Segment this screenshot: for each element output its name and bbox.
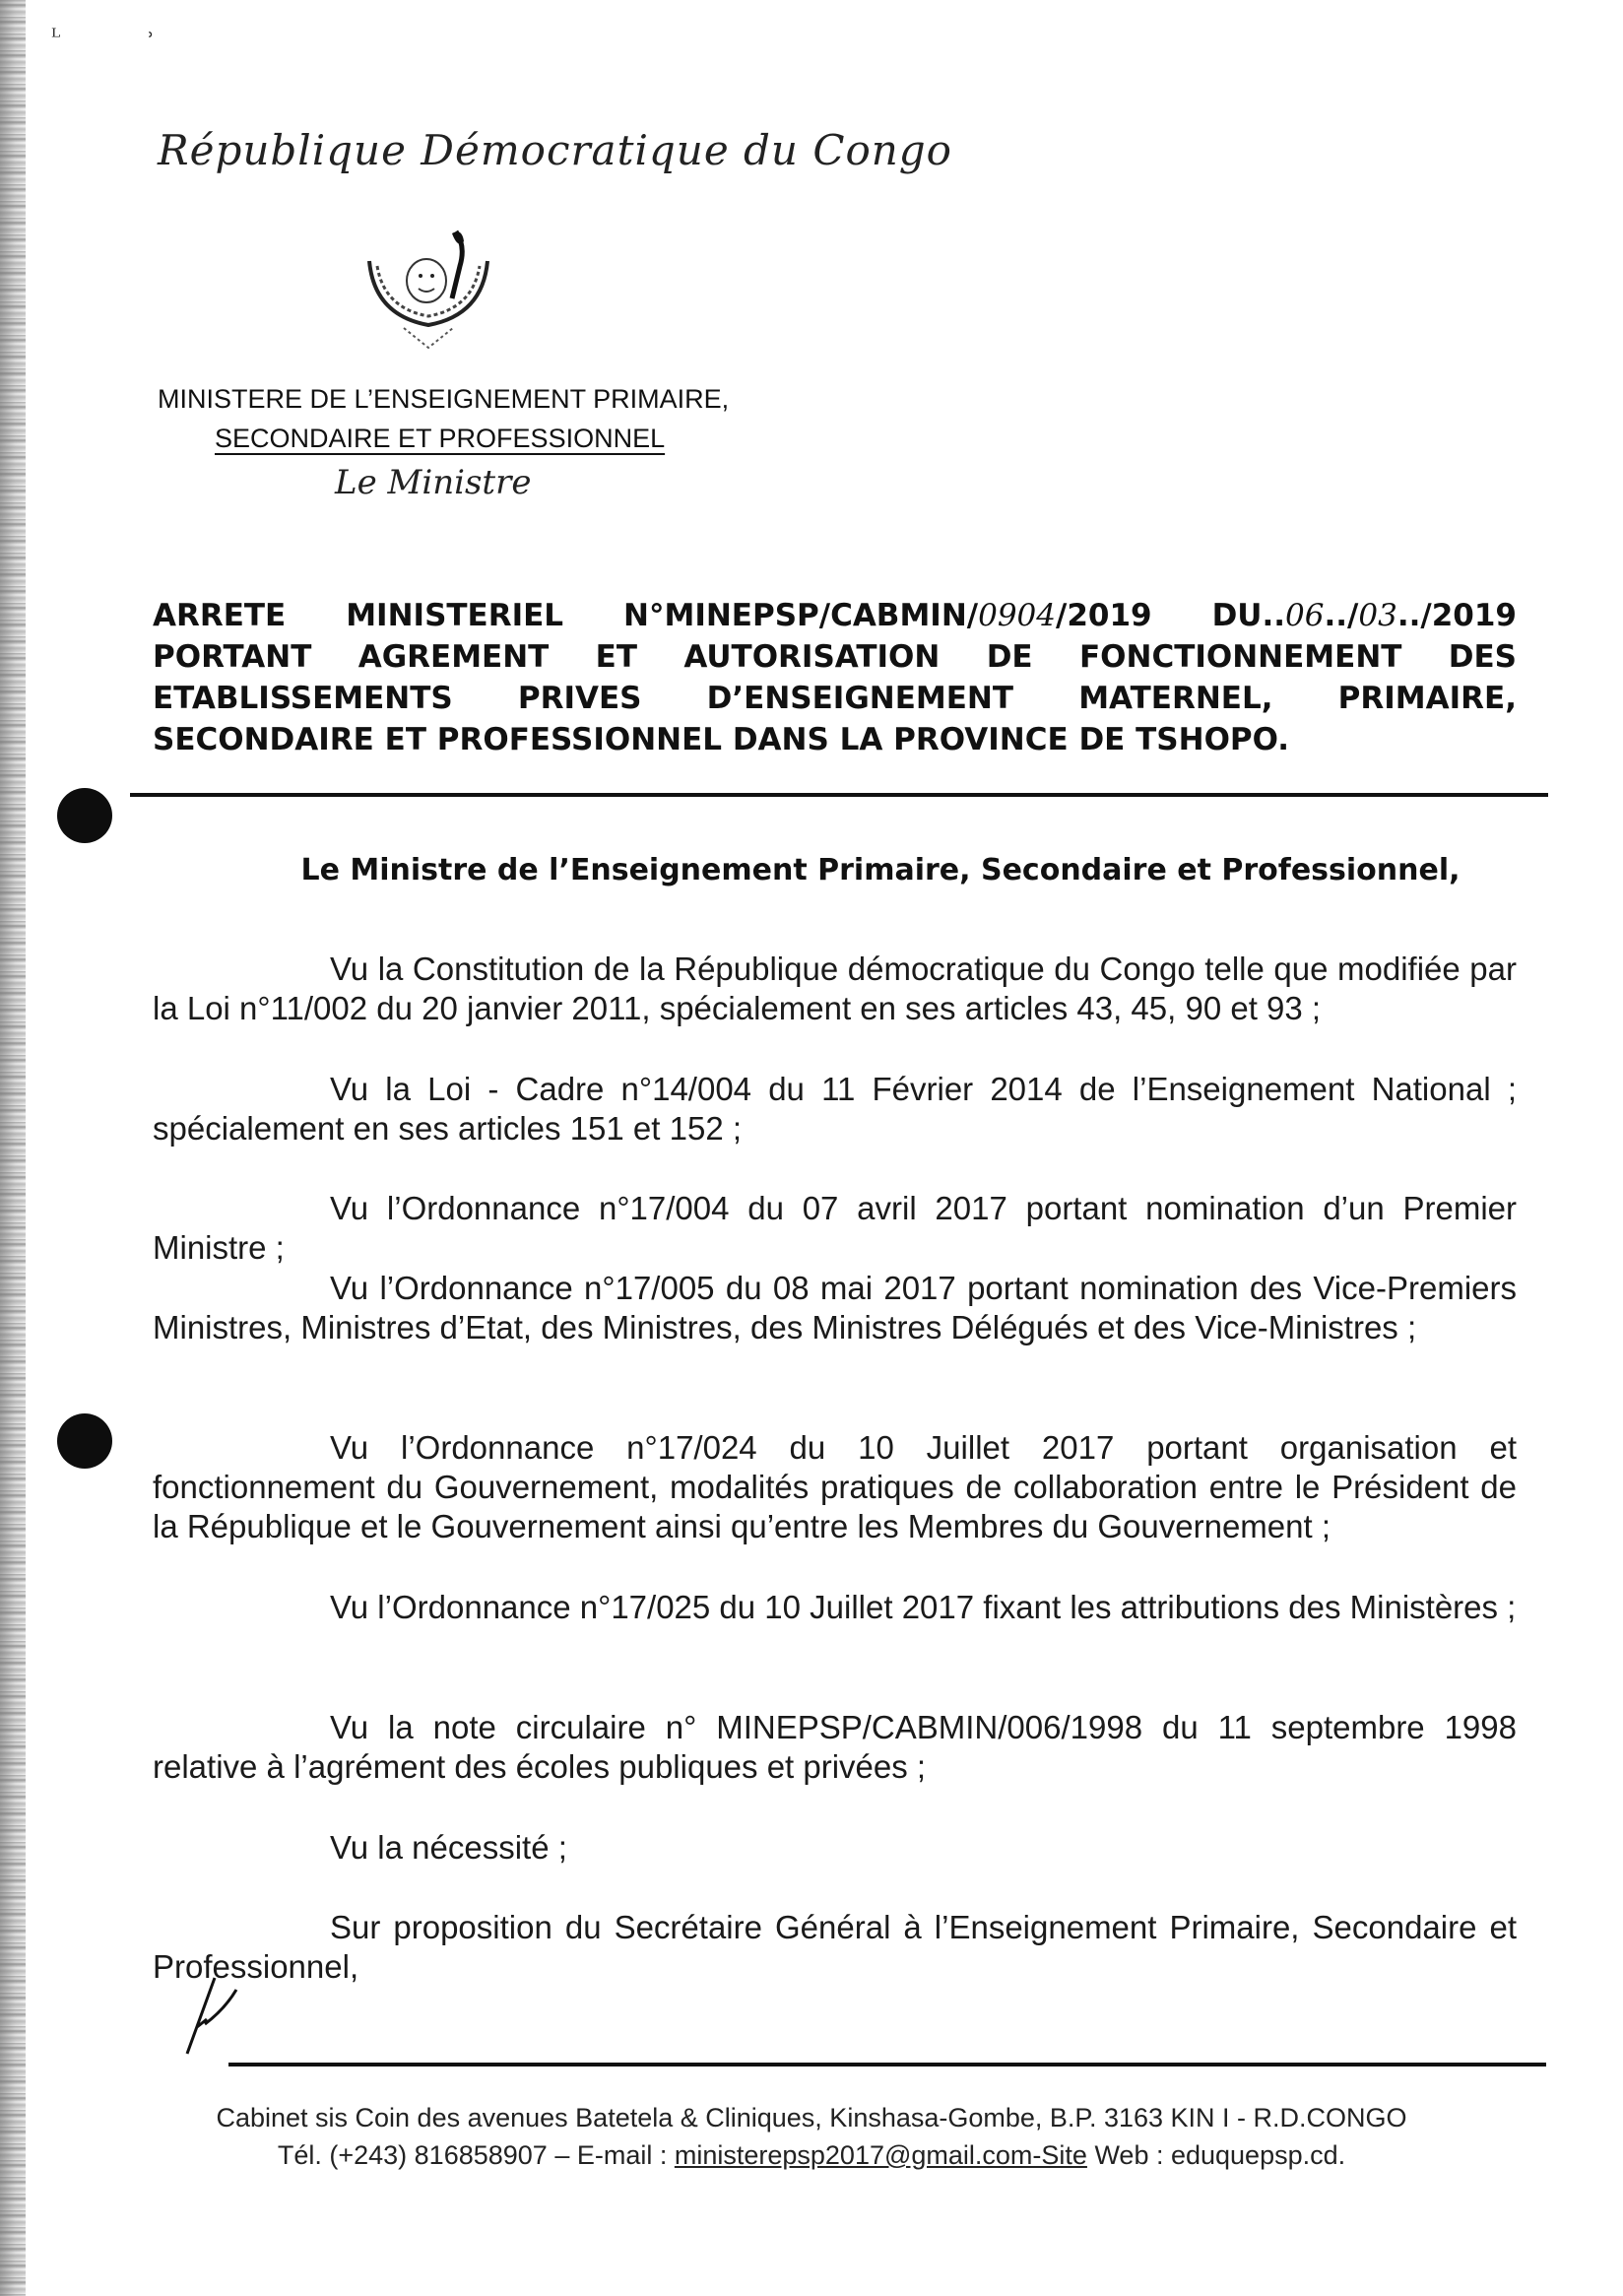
arrete-title bbox=[153, 595, 1517, 760]
arrete-line-1 bbox=[153, 595, 1517, 636]
arrete-line-4: SECONDAIRE ET PROFESSIONNEL DANS LA PROVINCE DE TSHOPO. bbox=[153, 722, 1290, 757]
arrete-word: DES bbox=[1448, 639, 1517, 675]
arrete-line-2 bbox=[153, 636, 1517, 678]
arrete-word: FONCTIONNEMENT bbox=[1078, 639, 1402, 675]
arrete-word: AGREMENT bbox=[357, 639, 550, 675]
ministry-line-2: SECONDAIRE ET PROFESSIONNEL bbox=[215, 424, 666, 453]
arrete-word: ARRETE bbox=[153, 598, 287, 633]
divider-top bbox=[130, 793, 1548, 797]
paragraph-note-circulaire: Vu la note circulaire n° MINEPSP/CABMIN/006/1998 du 11 septembre 1998 relative à l’agrément des écoles publiques et privées ; bbox=[153, 1709, 1517, 1785]
paragraph-loi-cadre: Vu la Loi - Cadre n°14/004 du 11 Février 2014 de l’Enseignement National ; spécialement en ses articles 151 et 152 ; bbox=[153, 1071, 1517, 1147]
date-sep: ../ bbox=[1324, 598, 1359, 633]
footer-address: Cabinet sis Coin des avenues Batetela & Cliniques, Kinshasa-Gombe, B.P. 3163 KIN I - R.D.CONGO bbox=[216, 2103, 1407, 2132]
arrete-word: MATERNEL, bbox=[1078, 681, 1273, 716]
footer-contact bbox=[0, 2137, 1623, 2173]
coat-of-arms-emblem bbox=[350, 222, 507, 360]
arrete-word: PORTANT bbox=[153, 639, 312, 675]
arrete-date bbox=[1212, 595, 1517, 636]
divider-bottom bbox=[228, 2063, 1546, 2066]
arrete-word: PRIVES bbox=[517, 681, 642, 716]
arrete-word: D’ENSEIGNEMENT bbox=[706, 681, 1014, 716]
ministry-block bbox=[158, 379, 729, 458]
handwritten-day: 06 bbox=[1285, 598, 1325, 633]
scan-edge-noise bbox=[0, 0, 26, 2296]
arrete-year: /2019 bbox=[1056, 598, 1152, 633]
paragraph-necessite: Vu la nécessité ; bbox=[330, 1829, 567, 1866]
date-year: ../2019 bbox=[1396, 598, 1517, 633]
arrete-word: DE bbox=[986, 639, 1033, 675]
corner-mark-left: ᴸ bbox=[51, 26, 61, 50]
footer-phone: Tél. (+243) 816858907 – E-mail : bbox=[277, 2140, 675, 2170]
initial-signature bbox=[177, 1970, 246, 2059]
republic-heading: République Démocratique du Congo bbox=[158, 126, 952, 174]
footer-email-link[interactable]: ministerepsp2017@gmail.com-Site bbox=[674, 2140, 1087, 2170]
arrete-number bbox=[623, 595, 1152, 636]
arrete-number-prefix: N°MINEPSP/CABMIN/ bbox=[623, 598, 979, 633]
punch-hole-bottom bbox=[57, 1413, 112, 1469]
paragraph-ordonnance-024: Vu l’Ordonnance n°17/024 du 10 Juillet 2017 portant organisation et fonctionnement du Gouvernement, modalités pratiques de collaboration entre le Président de la République et le Gouvernement ainsi qu’entre les Membres du Gouvernement ; bbox=[153, 1429, 1517, 1544]
paragraph-ordonnance-025: Vu l’Ordonnance n°17/025 du 10 Juillet 2017 fixant les attributions des Ministères ; bbox=[330, 1589, 1517, 1625]
arrete-word: AUTORISATION bbox=[683, 639, 941, 675]
le-ministre-signature-title: Le Ministre bbox=[335, 463, 532, 502]
minister-heading: Le Ministre de l’Enseignement Primaire, Secondaire et Professionnel, bbox=[300, 853, 1461, 887]
paragraph-proposition: Sur proposition du Secrétaire Général à l’Enseignement Primaire, Secondaire et Professionnel, bbox=[153, 1909, 1517, 1985]
punch-hole-top bbox=[57, 788, 112, 843]
paragraph-constitution: Vu la Constitution de la République démocratique du Congo telle que modifiée par la Loi n°11/002 du 20 janvier 2011, spécialement en ses articles 43, 45, 90 et 93 ; bbox=[153, 951, 1517, 1026]
arrete-word: MINISTERIEL bbox=[346, 598, 564, 633]
date-prefix: DU.. bbox=[1211, 598, 1286, 633]
footer-website: Web : eduquepsp.cd. bbox=[1086, 2140, 1346, 2170]
paragraph-ordonnance-004: Vu l’Ordonnance n°17/004 du 07 avril 2017 portant nomination d’un Premier Ministre ; bbox=[153, 1190, 1517, 1266]
arrete-word: ETABLISSEMENTS bbox=[153, 681, 453, 716]
handwritten-month: 03 bbox=[1358, 598, 1397, 633]
arrete-line-3 bbox=[153, 678, 1517, 719]
ministry-line-1: MINISTERE DE L’ENSEIGNEMENT PRIMAIRE, bbox=[158, 384, 730, 414]
corner-mark-right: ʾ bbox=[148, 30, 155, 54]
handwritten-number: 0904 bbox=[978, 598, 1056, 633]
arrete-word: PRIMAIRE, bbox=[1337, 681, 1517, 716]
paragraph-ordonnance-005: Vu l’Ordonnance n°17/005 du 08 mai 2017 portant nomination des Vice-Premiers Ministres, Ministres d’Etat, des Ministres, des Ministres Délégués et des Vice-Ministres ; bbox=[153, 1270, 1517, 1345]
arrete-word: ET bbox=[595, 639, 637, 675]
